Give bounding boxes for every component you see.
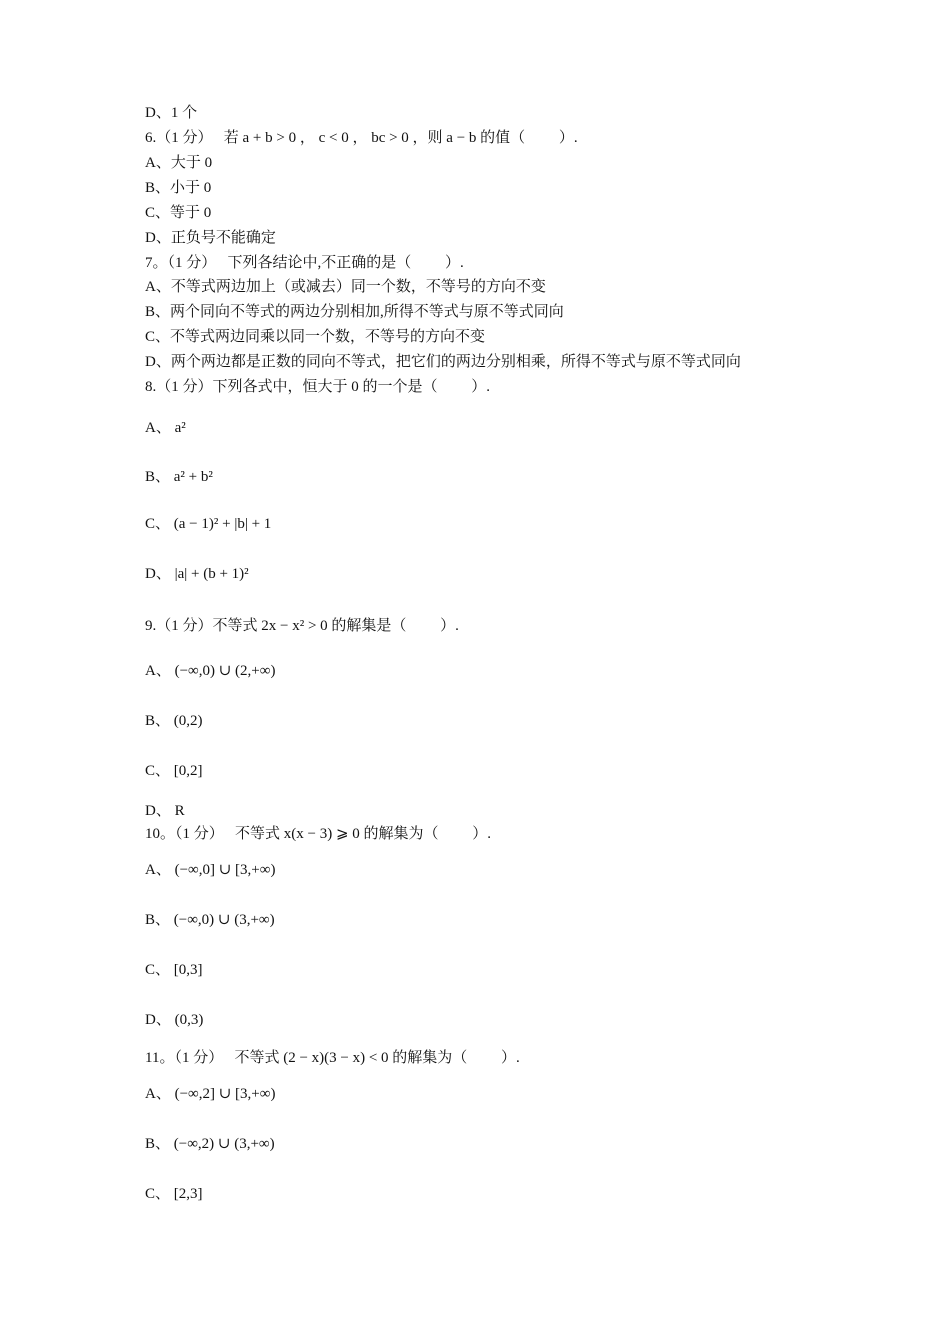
option-a-q9: A、 (−∞,0) ∪ (2,+∞): [145, 663, 276, 679]
question-10: 10。（1 分） 不等式 x(x − 3) ⩾ 0 的解集为（ ）.: [145, 826, 492, 842]
option-b-q9: B、 (0,2): [145, 713, 203, 729]
option-c-q8: C、 (a − 1)² + |b| + 1: [145, 516, 272, 532]
option-c-q10: C、 [0,3]: [145, 962, 203, 978]
question-7: 7。（1 分） 下列各结论中,不正确的是（ ）.: [145, 255, 464, 271]
option-d-q6: D、正负号不能确定: [145, 230, 276, 246]
option-a-q10: A、 (−∞,0] ∪ [3,+∞): [145, 862, 276, 878]
question-8: 8.（1 分）下列各式中，恒大于 0 的一个是（ ）.: [145, 379, 491, 395]
option-a-q7: A、不等式两边加上（或减去）同一个数，不等号的方向不变: [145, 279, 546, 295]
option-b-q11: B、 (−∞,2) ∪ (3,+∞): [145, 1136, 275, 1152]
option-b-q8: B、 a² + b²: [145, 469, 213, 485]
option-c-q11: C、 [2,3]: [145, 1186, 203, 1202]
option-d-q7: D、两个两边都是正数的同向不等式，把它们的两边分别相乘，所得不等式与原不等式同向: [145, 354, 741, 370]
option-b-q10: B、 (−∞,0) ∪ (3,+∞): [145, 912, 275, 928]
option-d-q10: D、 (0,3): [145, 1012, 204, 1028]
option-c-q7: C、不等式两边同乘以同一个数，不等号的方向不变: [145, 329, 486, 345]
option-c-q6: C、等于 0: [145, 205, 212, 221]
option-b-q7: B、两个同向不等式的两边分别相加,所得不等式与原不等式同向: [145, 304, 564, 320]
option-d-q8: D、 |a| + (b + 1)²: [145, 566, 249, 582]
option-a-q8: A、 a²: [145, 420, 186, 436]
option-a-q6: A、大于 0: [145, 155, 213, 171]
question-9: 9.（1 分）不等式 2x − x² > 0 的解集是（ ）.: [145, 618, 459, 634]
option-a-q11: A、 (−∞,2] ∪ [3,+∞): [145, 1086, 276, 1102]
option-d-q5: D、1 个: [145, 105, 198, 121]
option-b-q6: B、小于 0: [145, 180, 212, 196]
option-d-q9: D、 R: [145, 803, 185, 819]
question-11: 11。（1 分） 不等式 (2 − x)(3 − x) < 0 的解集为（ ）.: [145, 1050, 520, 1066]
question-6: 6.（1 分） 若 a + b > 0 ， c < 0 ， bc > 0 ，则 a − b 的值（ ）.: [145, 130, 578, 146]
option-c-q9: C、 [0,2]: [145, 763, 203, 779]
